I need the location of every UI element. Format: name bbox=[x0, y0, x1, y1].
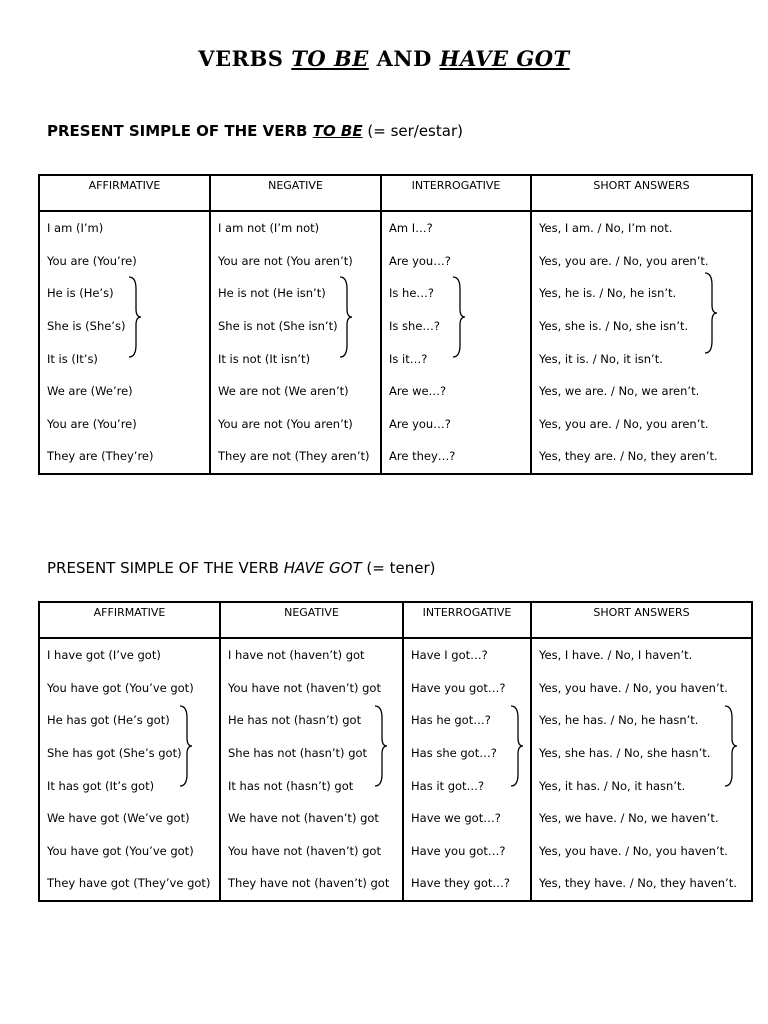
brace-icon bbox=[451, 275, 467, 359]
table-cell: I am (I’m) bbox=[39, 211, 210, 245]
table-row bbox=[39, 245, 752, 278]
brace-icon bbox=[509, 704, 525, 788]
heading-lead: PRESENT SIMPLE OF THE VERB bbox=[47, 559, 284, 577]
table-cell: She is not (She isn’t) bbox=[210, 310, 381, 343]
table-cell: Yes, you have. / No, you haven’t. bbox=[531, 835, 752, 868]
table-cell: Are they…? bbox=[381, 440, 531, 474]
table-row bbox=[39, 737, 752, 770]
document-title bbox=[0, 45, 768, 73]
table-cell: You have got (You’ve got) bbox=[39, 835, 220, 868]
heading-gloss: (= ser/estar) bbox=[362, 122, 463, 140]
heading-verb: HAVE GOT bbox=[283, 559, 362, 577]
table-row bbox=[39, 440, 752, 474]
column-header: SHORT ANSWERS bbox=[531, 175, 752, 211]
table-cell: They are (They’re) bbox=[39, 440, 210, 474]
column-header: SHORT ANSWERS bbox=[531, 602, 752, 638]
table-cell: Yes, she has. / No, she hasn’t. bbox=[531, 737, 752, 770]
table-row bbox=[39, 277, 752, 310]
table-cell: She has got (She’s got) bbox=[39, 737, 220, 770]
table-cell: Have you got…? bbox=[403, 672, 531, 705]
table-cell: It is not (It isn’t) bbox=[210, 342, 381, 375]
brace-icon bbox=[178, 704, 194, 788]
brace-icon bbox=[127, 275, 143, 359]
table-cell: Yes, he is. / No, he isn’t. bbox=[531, 277, 752, 310]
table-cell: You are (You’re) bbox=[39, 408, 210, 441]
table-header-row bbox=[39, 602, 752, 638]
heading-verb: TO BE bbox=[312, 122, 363, 140]
table-cell: You are not (You aren’t) bbox=[210, 408, 381, 441]
brace-icon bbox=[703, 271, 719, 355]
title-text-2: AND bbox=[368, 46, 440, 71]
section-heading-to-be bbox=[47, 121, 463, 141]
table-cell: Yes, they have. / No, they haven’t. bbox=[531, 867, 752, 901]
table-cell: It is (It’s) bbox=[39, 342, 210, 375]
table-cell: They have not (haven’t) got bbox=[220, 867, 403, 901]
column-header: INTERROGATIVE bbox=[381, 175, 531, 211]
table-cell: You are (You’re) bbox=[39, 245, 210, 278]
table-cell: Yes, I have. / No, I haven’t. bbox=[531, 638, 752, 672]
table-cell: Have they got…? bbox=[403, 867, 531, 901]
table-row bbox=[39, 867, 752, 901]
section-heading-have-got bbox=[47, 558, 435, 578]
table-header-row bbox=[39, 175, 752, 211]
table-row bbox=[39, 342, 752, 375]
table-cell: Yes, it is. / No, it isn’t. bbox=[531, 342, 752, 375]
table-cell: Is it…? bbox=[381, 342, 531, 375]
heading-gloss: (= tener) bbox=[361, 559, 436, 577]
table-cell: Have we got…? bbox=[403, 802, 531, 835]
brace-icon bbox=[338, 275, 354, 359]
table-cell: It has got (It’s got) bbox=[39, 769, 220, 802]
table-cell: You are not (You aren’t) bbox=[210, 245, 381, 278]
title-verb-to-be: TO BE bbox=[291, 46, 369, 71]
table-row bbox=[39, 211, 752, 245]
column-header: AFFIRMATIVE bbox=[39, 602, 220, 638]
have-got-table bbox=[38, 601, 753, 902]
table-cell: Yes, you have. / No, you haven’t. bbox=[531, 672, 752, 705]
table-cell: He is (He’s) bbox=[39, 277, 210, 310]
table-cell: She has not (hasn’t) got bbox=[220, 737, 403, 770]
brace-icon bbox=[723, 704, 739, 788]
table-cell: Have I got…? bbox=[403, 638, 531, 672]
table-cell: We are (We’re) bbox=[39, 375, 210, 408]
table-row bbox=[39, 638, 752, 672]
table-cell: Yes, they are. / No, they aren’t. bbox=[531, 440, 752, 474]
table-cell: Yes, you are. / No, you aren’t. bbox=[531, 245, 752, 278]
table-cell: They have got (They’ve got) bbox=[39, 867, 220, 901]
table-cell: He is not (He isn’t) bbox=[210, 277, 381, 310]
table-cell: You have got (You’ve got) bbox=[39, 672, 220, 705]
table-cell: You have not (haven’t) got bbox=[220, 672, 403, 705]
table-cell: We have not (haven’t) got bbox=[220, 802, 403, 835]
table-cell: I have got (I’ve got) bbox=[39, 638, 220, 672]
table-row bbox=[39, 375, 752, 408]
table-cell: Yes, he has. / No, he hasn’t. bbox=[531, 704, 752, 737]
brace-icon bbox=[373, 704, 389, 788]
table-cell: Have you got…? bbox=[403, 835, 531, 868]
table-row bbox=[39, 704, 752, 737]
column-header: AFFIRMATIVE bbox=[39, 175, 210, 211]
table-cell: Yes, we have. / No, we haven’t. bbox=[531, 802, 752, 835]
table-row bbox=[39, 802, 752, 835]
table-cell: He has not (hasn’t) got bbox=[220, 704, 403, 737]
title-text-1: VERBS bbox=[198, 46, 292, 71]
table-cell: Is she…? bbox=[381, 310, 531, 343]
table-cell: Are we…? bbox=[381, 375, 531, 408]
title-verb-have-got: HAVE GOT bbox=[439, 46, 570, 71]
table-cell: They are not (They aren’t) bbox=[210, 440, 381, 474]
table-cell: It has not (hasn’t) got bbox=[220, 769, 403, 802]
table-cell: She is (She’s) bbox=[39, 310, 210, 343]
table-cell: Has she got…? bbox=[403, 737, 531, 770]
to-be-table bbox=[38, 174, 753, 475]
column-header: NEGATIVE bbox=[220, 602, 403, 638]
table-cell: Am I…? bbox=[381, 211, 531, 245]
table-cell: You have not (haven’t) got bbox=[220, 835, 403, 868]
table-cell: He has got (He’s got) bbox=[39, 704, 220, 737]
table-cell: Has he got…? bbox=[403, 704, 531, 737]
table-row bbox=[39, 310, 752, 343]
table-cell: I am not (I’m not) bbox=[210, 211, 381, 245]
table-cell: Are you…? bbox=[381, 245, 531, 278]
table-cell: Is he…? bbox=[381, 277, 531, 310]
column-header: INTERROGATIVE bbox=[403, 602, 531, 638]
table-row bbox=[39, 672, 752, 705]
table-cell: Has it got…? bbox=[403, 769, 531, 802]
table-cell: Yes, we are. / No, we aren’t. bbox=[531, 375, 752, 408]
column-header: NEGATIVE bbox=[210, 175, 381, 211]
table-cell: I have not (haven’t) got bbox=[220, 638, 403, 672]
table-row bbox=[39, 835, 752, 868]
table-cell: Yes, I am. / No, I’m not. bbox=[531, 211, 752, 245]
table-row bbox=[39, 769, 752, 802]
table-cell: Yes, you are. / No, you aren’t. bbox=[531, 408, 752, 441]
table-row bbox=[39, 408, 752, 441]
table-cell: Are you…? bbox=[381, 408, 531, 441]
heading-lead: PRESENT SIMPLE OF THE VERB bbox=[47, 122, 313, 140]
table-cell: Yes, it has. / No, it hasn’t. bbox=[531, 769, 752, 802]
table-cell: We are not (We aren’t) bbox=[210, 375, 381, 408]
table-cell: Yes, she is. / No, she isn’t. bbox=[531, 310, 752, 343]
table-cell: We have got (We’ve got) bbox=[39, 802, 220, 835]
